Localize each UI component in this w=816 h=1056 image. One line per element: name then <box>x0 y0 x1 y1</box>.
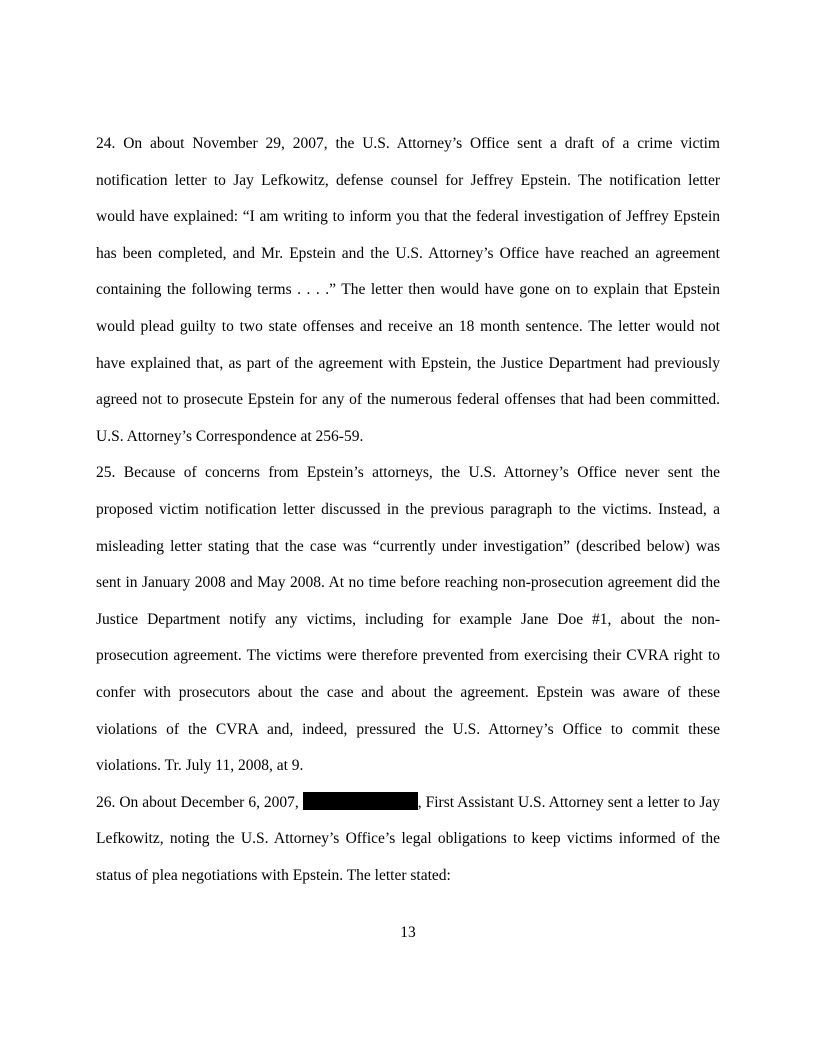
paragraph-24: 24. On about November 29, 2007, the U.S. Attorney’s Office sent a draft of a crime victim notification letter to Jay Lefkowitz, defense counsel for Jeffrey Epstein. The notification letter would have explained: “I am writing to inform you that the federal investigation of Jeffrey Epstein has been completed, and Mr. Epstein and the U.S. Attorney’s Office have reached an agreement containing the following terms . . . .” The letter then would have gone on to explain that Epstein would plead guilty to two state offenses and receive an 18 month sentence. The letter would not have explained that, as part of the agreement with Epstein, the Justice Department had previously agreed not to prosecute Epstein for any of the numerous federal offenses that had been committed. U.S. Attorney’s Correspondence at 256-59. <box>96 135 720 445</box>
paragraph-26 <box>96 785 720 895</box>
paragraph-26-start: 26. On about December 6, 2007, <box>96 793 303 811</box>
page-number: 13 <box>400 924 416 941</box>
paragraph-25: 25. Because of concerns from Epstein’s attorneys, the U.S. Attorney’s Office never sent the proposed victim notification letter discussed in the previous paragraph to the victims. Instead, a misleading letter stating that the case was “currently under investigation” (described below) was sent in January 2008 and May 2008. At no time before reaching non-prosecution agreement did the Justice Department notify any victims, including for example Jane Doe #1, about the non-prosecution agreement. The victims were therefore prevented from exercising their CVRA right to confer with prosecutors about the case and about the agreement. Epstein was aware of these violations of the CVRA and, indeed, pressured the U.S. Attorney’s Office to commit these violations. Tr. July 11, 2008, at 9. <box>96 464 720 775</box>
paragraph-26-end: , First Assistant U.S. Attorney sent a letter to Jay Lefkowitz, noting the U.S. Attorney’s Office’s legal obligations to keep victims informed of the status of plea negotiations with Epstein. The letter stated: <box>96 793 721 884</box>
redaction-block <box>303 792 418 810</box>
document-body <box>96 126 720 894</box>
